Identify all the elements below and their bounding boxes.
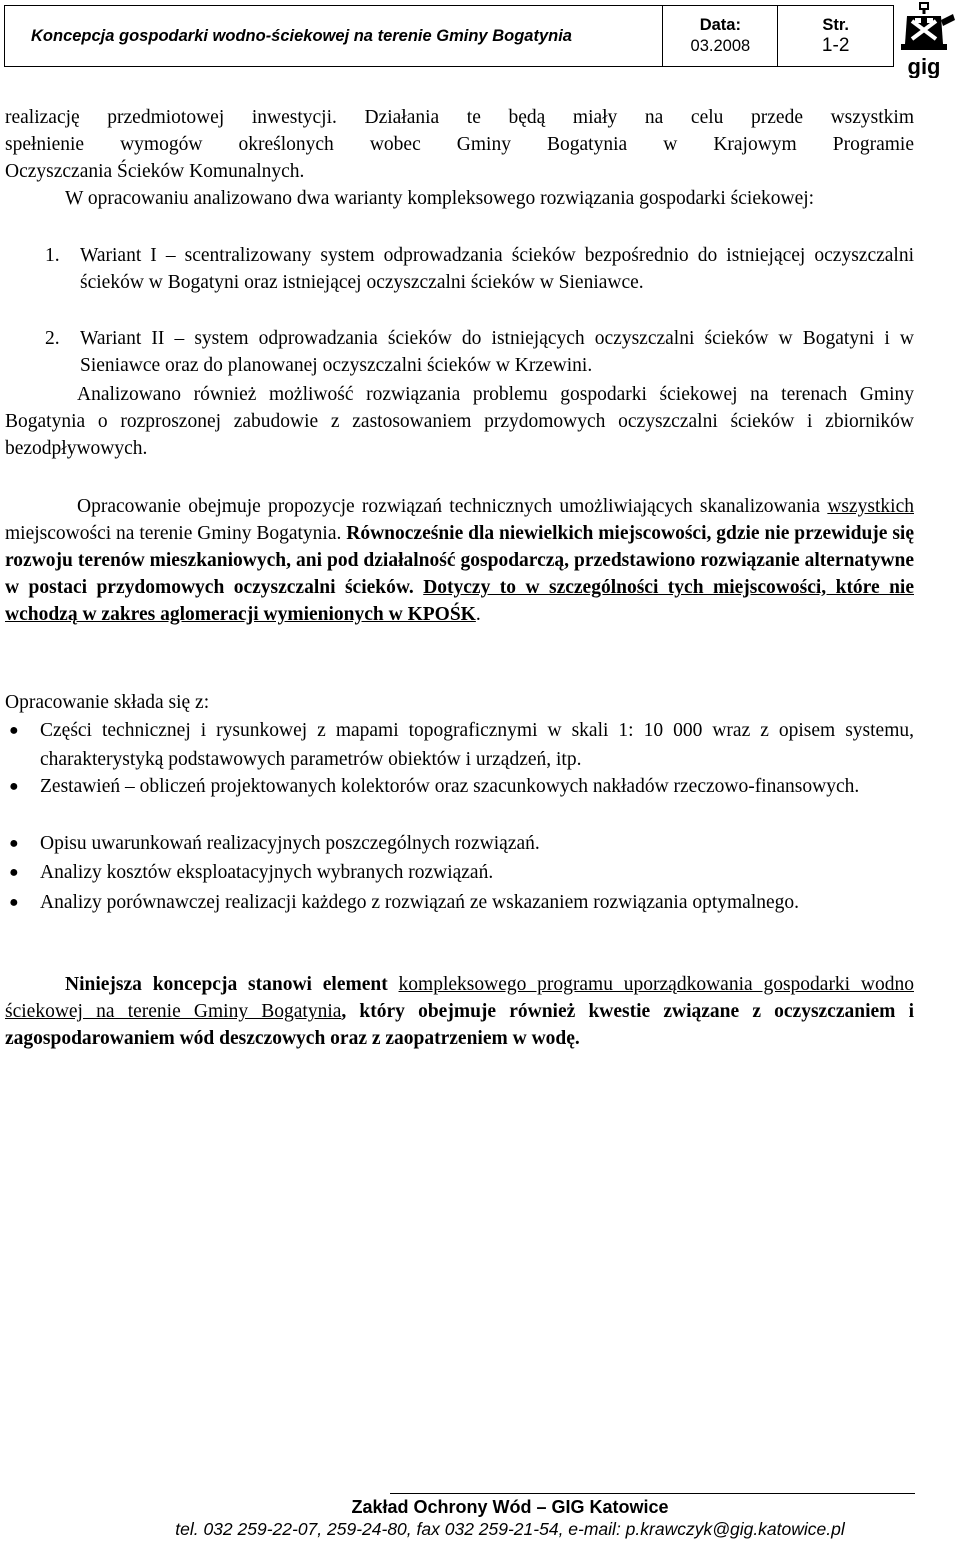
paragraph-5: Niniejsza koncepcja stanowi element kompleksowego programu uporządkowania gospodarki wodno ściekowej na terenie Gminy Bogatynia, który obejmuje również kwestie związane z oczyszczaniem i zagospodarowaniem wód deszczowych oraz z zaopatrzeniem w wodę. (5, 974, 914, 1049)
variant-item-1 (5, 242, 914, 296)
paragraph-3: Analizowano również możliwość rozwiązania problemu gospodarki ściekowej na terenach Gminy Bogatynia o rozproszonej zabudowie z zastosowaniem przydomowych oczyszczalni ścieków i zbiorników bezodpływowych. (5, 384, 914, 459)
bullet-icon: ● (9, 778, 19, 795)
document-title: Koncepcja gospodarki wodno-ściekowej na terenie Gminy Bogatynia (5, 6, 663, 67)
variant-item-2 (5, 325, 914, 379)
page-label: Str. (822, 16, 849, 34)
variant-text: Wariant I – scentralizowany system odprowadzania ścieków bezpośrednio do istniejącej oczyszczalni ścieków w Bogatyni oraz istniejącej oczyszczalni ścieków w Sieniawce. (80, 245, 914, 293)
variant-number: 2. (45, 328, 60, 349)
paragraph-2: W opracowaniu analizowano dwa warianty kompleksowego rozwiązania gospodarki ściekowej: (65, 188, 815, 209)
footer-organization: Zakład Ochrony Wód – GIG Katowice (351, 1497, 669, 1517)
page-cell (778, 6, 894, 67)
bullet-icon: ● (9, 864, 19, 881)
bullet-icon: ● (9, 722, 19, 739)
footer-divider (390, 1493, 915, 1494)
list-item: ● Analizy kosztów eksploatacyjnych wybranych rozwiązań. (5, 858, 914, 887)
document-header (4, 5, 894, 67)
bullet-icon: ● (9, 835, 19, 852)
date-label: Data: (699, 16, 741, 34)
date-cell (663, 6, 778, 67)
list-item: ● Zestawień – obliczeń projektowanych kolektorów oraz szacunkowych nakładów rzeczowo-finansowych. (5, 772, 914, 801)
variant-number: 1. (45, 245, 60, 266)
page-number: 1-2 (821, 35, 850, 56)
date-value: 03.2008 (690, 37, 751, 55)
paragraph-1: realizację przedmiotowej inwestycji. Działania te będą miały na celu przede wszystkim spełnienie wymogów określonych wobec Gminy Bogatynia w Krajowym Programie Oczyszczania Ścieków Komunalnych. (5, 107, 914, 182)
emphasis-underline: kompleksowego programu uporządkowania gospodarki wodno ściekowej na terenie Gminy Bogatynia (5, 974, 914, 1022)
variant-text: Wariant II – system odprowadzania ścieków do istniejących oczyszczalni ścieków w Bogatyni i w Sieniawce oraz do planowanej oczyszczalni ścieków w Krzewini. (80, 328, 914, 376)
emphasis-bold: Równocześnie dla niewielkich miejscowości, gdzie nie przewiduje się rozwoju terenów mieszkaniowych, ani pod działalność gospodarczą, przedstawiono rozwiązanie alternatywne w postaci przydomowych oczyszczalni ścieków. (5, 523, 914, 598)
list-item: ● Części technicznej i rysunkowej z mapami topograficznymi w skali 1: 10 000 wraz z opisem systemu, charakterystyką podstawowych parametrów obiektów i urządzeń, itp. (5, 716, 914, 774)
list-item: ● Opisu uwarunkowań realizacyjnych poszczególnych rozwiązań. (5, 829, 914, 858)
list-item: ● Analizy porównawczej realizacji każdego z rozwiązań ze wskazaniem rozwiązania optymalnego. (5, 888, 914, 917)
paragraph-4: Opracowanie obejmuje propozycje rozwiązań technicznych umożliwiających skanalizowania wszystkich miejscowości na terenie Gminy Bogatynia. Równocześnie dla niewielkich miejscowości, gdzie nie przewiduje się rozwoju terenów mieszkaniowych, ani pod działalność gospodarczą, przedstawiono rozwiązanie alternatywne w postaci przydomowych oczyszczalni ścieków. Dotyczy to w szczególności tych miejscowości, które nie wchodzą w zakres aglomeracji wymienionych w KPOŚK. (5, 496, 914, 625)
emphasis-underline: wszystkich (827, 496, 914, 517)
logo-text: gig (907, 54, 941, 78)
gig-logo-icon (897, 0, 959, 78)
emphasis-bold-underline: Dotyczy to w szczególności tych miejscowości, które nie wchodzą w zakres aglomeracji wymienionych w KPOŚK (5, 577, 914, 625)
footer-contact: tel. 032 259-22-07, 259-24-80, fax 032 259-21-54, e-mail: p.krawczyk@gig.katowice.pl (175, 1519, 845, 1539)
bullet-icon: ● (9, 894, 19, 911)
list-intro: Opracowanie składa się z: (5, 692, 210, 713)
